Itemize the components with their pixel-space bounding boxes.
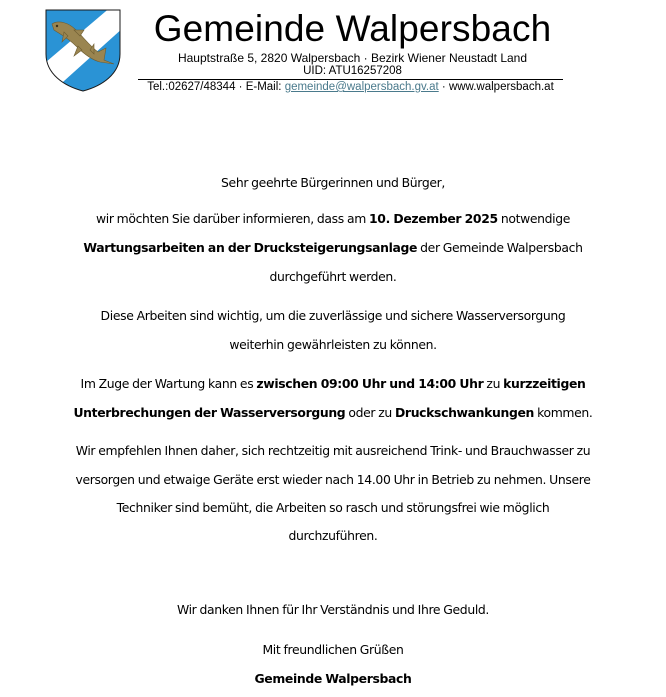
fish-coat-of-arms-icon (44, 8, 122, 92)
paragraph-3-line-1 (0, 376, 666, 391)
time-highlight: zwischen 09:00 Uhr und 14:00 Uhr (256, 376, 484, 391)
municipality-title: Gemeinde Walpersbach (153, 8, 552, 49)
text: Im Zuge der Wartung kann es (80, 376, 257, 391)
website: · www.walpersbach.at (438, 81, 554, 93)
uid: UID: ATU16257208 (303, 65, 402, 77)
work-highlight: Wartungsarbeiten an der Drucksteigerungsanlage (83, 240, 418, 255)
paragraph-4-line-3: Techniker sind bemüht, die Arbeiten so rasch und störungsfrei wie möglich (116, 500, 550, 515)
paragraph-3-line-2 (0, 405, 666, 420)
paragraph-2-line-2: weiterhin gewährleisten zu können. (229, 337, 437, 352)
date-highlight: 10. Dezember 2025 (369, 211, 498, 226)
email-link[interactable]: gemeinde@walpersbach.gv.at (284, 81, 439, 93)
paragraph-4-line-4: durchzuführen. (288, 528, 378, 543)
text: zu (483, 376, 504, 391)
paragraph-1-line-1 (0, 211, 666, 226)
interruption-highlight: kurzzeitigen (503, 376, 586, 391)
text: oder zu (345, 405, 395, 420)
signature: Gemeinde Walpersbach (254, 671, 412, 686)
phone: Tel.:02627/48344 · E-Mail: (147, 81, 285, 93)
contact-line (138, 80, 563, 94)
text: wir möchten Sie darüber informieren, dass am (95, 211, 370, 226)
paragraph-4-line-2: versorgen und etwaige Geräte erst wieder nach 14.00 Uhr in Betrieb zu nehmen. Unsere (75, 472, 591, 487)
interruption-highlight: Unterbrechungen der Wasserversorgung (73, 405, 346, 420)
text: kommen. (534, 405, 593, 420)
paragraph-1-line-2 (0, 240, 666, 255)
text: der Gemeinde Walpersbach (417, 240, 583, 255)
thanks: Wir danken Ihnen für Ihr Verständnis und Ihre Geduld. (176, 602, 490, 617)
paragraph-1-line-3: durchgeführt werden. (269, 269, 397, 284)
closing: Mit freundlichen Grüßen (262, 642, 404, 657)
text: notwendige (497, 211, 571, 226)
paragraph-2-line-1: Diese Arbeiten sind wichtig, um die zuverlässige und sichere Wasserversorgung (100, 308, 566, 323)
salutation: Sehr geehrte Bürgerinnen und Bürger, (221, 175, 445, 190)
pressure-highlight: Druckschwankungen (395, 405, 534, 420)
address: Hauptstraße 5, 2820 Walpersbach · Bezirk Wiener Neustadt Land (177, 51, 528, 65)
paragraph-4-line-1: Wir empfehlen Ihnen daher, sich rechtzeitig mit ausreichend Trink- und Brauchwasser zu (75, 443, 591, 458)
